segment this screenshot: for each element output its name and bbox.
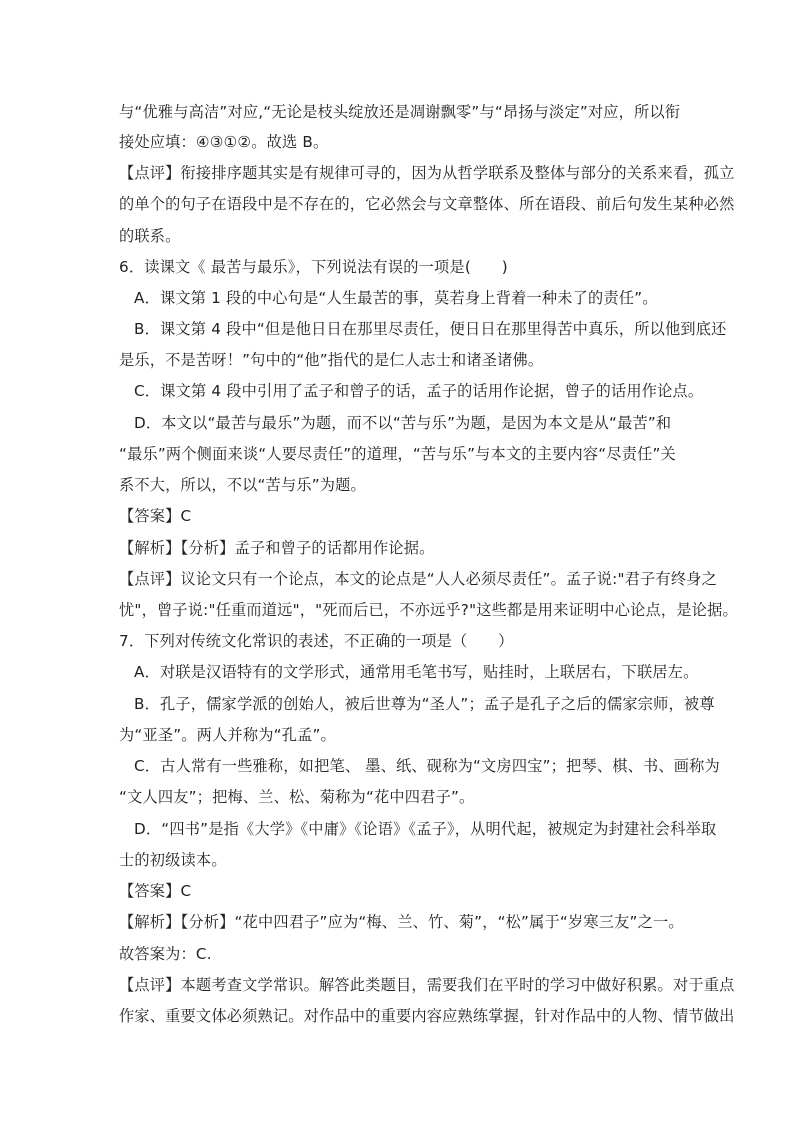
question-7-stem: 7．下列对传统文化常识的表述，不正确的一项是（ ） [119,632,514,650]
answer-label: 【答案】C [119,882,192,900]
analysis-label: 【解析】【分析】“花中四君子”应为“梅、兰、竹、菊”，“松”属于“岁寒三友”之一。 [119,913,684,931]
question-6-stem: 6．读课文《 最苦与最乐》，下列说法有误的一项是( ) [119,258,508,276]
comment-label: 【点评】本题考查文学常识。解答此类题目，需要我们在平时的学习中做好积累。对于重点 [119,976,735,994]
text-line: 作家、重要文体必须熟记。对作品中的重要内容应熟练掌握，针对作品中的人物、情节做出 [119,1007,735,1025]
text-line: 系不大，所以，不以“苦与乐”为题。 [119,476,366,494]
analysis-label: 【解析】【分析】孟子和曾子的话都用作论据。 [119,539,435,557]
option-c: C．课文第 4 段中引用了孟子和曾子的话，孟子的话用作论据，曾子的话用作论点。 [134,382,704,400]
text-line: 的单个的句子在语段中是不存在的，它必然会与文章整体、所在语段、前后句发生某种必然 [119,195,735,213]
text-line: 与“优雅与高洁”对应,“无论是枝头绽放还是凋谢飘零”与“昂扬与淡定”对应，所以衔 [119,103,681,121]
option-a: A．对联是汉语特有的文学形式，通常用毛笔书写，贴挂时，上联居右，下联居左。 [134,663,699,681]
option-d: D．“四书”是指《大学》《中庸》《论语》《孟子》，从明代起，被规定为封建社会科举取 [134,820,717,838]
text-line: 的联系。 [119,227,181,245]
text-line: 故答案为：C. [119,945,212,963]
answer-label: 【答案】C [119,507,192,525]
text-line: 接处应填：④③①②。故选 B。 [119,133,329,151]
comment-label: 【点评】议论文只有一个论点，本文的论点是“人人必须尽责任”。孟子说:"君子有终身之 [119,570,717,588]
text-line: “文人四友”；把梅、兰、松、菊称为“花中四君子”。 [119,788,475,806]
option-a: A．课文第 1 段的中心句是“人生最苦的事，莫若身上背着一种未了的责任”。 [134,289,658,307]
text-line: 是乐，不是苦呀！”句中的“他”指代的是仁人志士和诸圣诸佛。 [119,351,544,369]
text-line: “最乐”两个侧面来谈“人要尽责任”的道理，“苦与乐”与本文的主要内容“尽责任”关 [119,445,676,463]
option-b: B．孔子，儒家学派的创始人，被后世尊为“圣人”；孟子是孔子之后的儒家宗师，被尊 [134,695,715,713]
option-c: C．古人常有一些雅称，如把笔、 墨、纸、砚称为“文房四宝”；把琴、棋、书、画称为 [134,757,720,775]
text-line: 为“亚圣”。两人并称为“孔孟”。 [119,726,336,744]
text-line: 【点评】衔接排序题其实是有规律可寻的，因为从哲学联系及整体与部分的关系来看，孤立 [119,164,735,182]
option-b: B．课文第 4 段中“但是他日日在那里尽责任，便日日在那里得苦中真乐，所以他到底还 [134,320,727,338]
option-d: D．本文以“最苦与最乐”为题，而不以“苦与乐”为题，是因为本文是从“最苦”和 [134,414,672,432]
text-line: 士的初级读本。 [119,851,227,869]
text-line: 忧"，曾子说:"任重而道远"，"死而后已，不亦远乎?"这些都是用来证明中心论点，是论据。 [119,601,738,619]
